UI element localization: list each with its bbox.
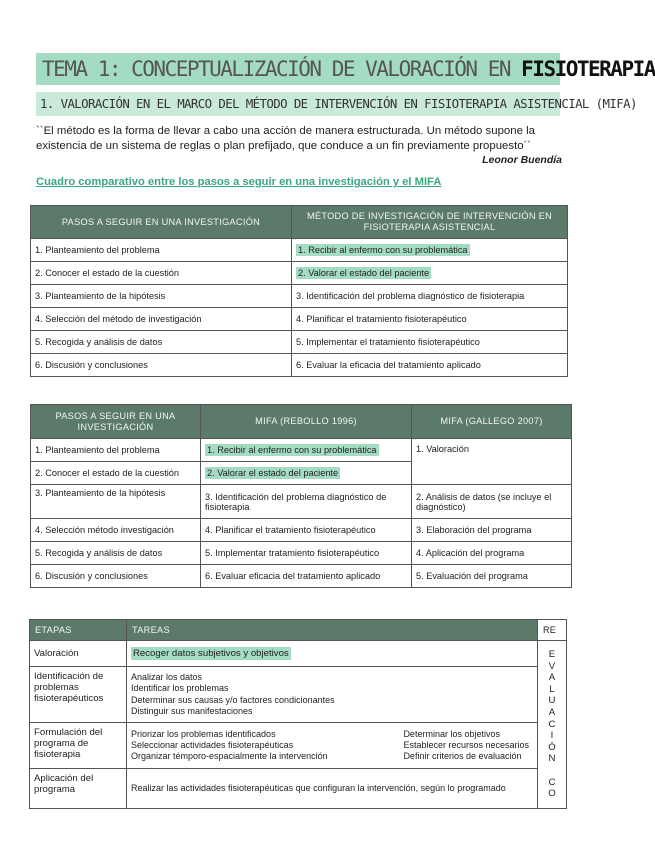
table-header: MIFA (GALLEGO 2007) <box>412 405 572 439</box>
revaluation-letter: L <box>549 683 555 695</box>
table-row <box>31 542 572 565</box>
table-row <box>31 354 568 377</box>
table-cell: 2. Conocer el estado de la cuestión <box>31 262 292 285</box>
table-cell: 3. Planteamiento de la hipótesis <box>31 285 292 308</box>
table-cell: 6. Discusión y conclusiones <box>31 565 201 588</box>
table-header: ETAPAS <box>30 620 127 641</box>
table-cell: 5. Implementar el tratamiento fisioterapéutico <box>292 331 568 354</box>
table-cell: 6. Evaluar la eficacia del tratamiento aplicado <box>292 354 568 377</box>
table-row <box>31 308 568 331</box>
table-cell: 3. Elaboración del programa <box>412 519 572 542</box>
title-main: TEMA 1: CONCEPTUALIZACIÓN DE VALORACIÓN EN <box>42 57 522 81</box>
stage-cell: Aplicación del programa <box>30 769 127 809</box>
table-cell <box>201 462 412 485</box>
table-cell: 4. Planificar el tratamiento fisioterapéutico <box>201 519 412 542</box>
quote-author: Leonor Buendía <box>482 154 562 166</box>
table-header-row <box>30 620 567 641</box>
highlighted-text: 1. Recibir al enfermo con su problemática <box>207 445 377 455</box>
table-cell: 2. Conocer el estado de la cuestión <box>31 462 201 485</box>
table-header-row <box>31 206 568 239</box>
revaluation-letter: Ó <box>548 741 556 753</box>
highlighted-text: 2. Valorar el estado del paciente <box>298 268 430 278</box>
revaluation-letter: O <box>548 788 556 800</box>
title-highlight: FISIOTERAPIA <box>521 57 655 81</box>
page-title <box>36 53 655 85</box>
task-item: Definir criterios de evaluación <box>403 751 522 762</box>
table-cell: 6. Evaluar eficacia del tratamiento aplicado <box>201 565 412 588</box>
table-cell: 1. Valoración <box>412 439 572 485</box>
table-row <box>31 485 572 519</box>
table-row <box>31 439 572 462</box>
revaluation-letter: E <box>548 649 556 660</box>
table-cell: 4. Selección del método de investigación <box>31 308 292 331</box>
task-column-right <box>403 729 533 763</box>
task-item: Identificar los problemas <box>131 683 229 694</box>
revaluation-letter: C <box>548 718 556 730</box>
revaluation-letter: C <box>548 776 556 788</box>
table-header: MIFA (REBOLLO 1996) <box>201 405 412 439</box>
table-row <box>31 565 572 588</box>
revaluation-column <box>538 641 567 809</box>
task-grid <box>131 729 533 763</box>
stages-table <box>29 619 567 809</box>
highlighted-text: 2. Valorar el estado del paciente <box>207 468 339 478</box>
table-cell <box>292 239 568 262</box>
revaluation-letter: A <box>548 706 556 718</box>
stage-cell: Formulación del programa de fisioterapia <box>30 723 127 769</box>
table-row <box>30 723 567 769</box>
table-cell <box>201 439 412 462</box>
task-item: Organizar témporo-espacialmente la intervención <box>131 751 328 762</box>
table-row <box>31 331 568 354</box>
table-header: PASOS A SEGUIR EN UNA INVESTIGACIÓN <box>31 206 292 239</box>
table-cell: 3. Identificación del problema diagnóstico de fisioterapia <box>292 285 568 308</box>
task-item: Establecer recursos necesarios <box>403 739 529 750</box>
table-cell: 3. Identificación del problema diagnóstico de fisioterapia <box>201 485 412 519</box>
table-row <box>30 769 567 809</box>
task-item: Determinar sus causas y/o factores condicionantes <box>131 694 335 705</box>
task-item: Priorizar los problemas identificados <box>131 728 276 739</box>
table-header: MÉTODO DE INVESTIGACIÓN DE INTERVENCIÓN EN FISIOTERAPIA ASISTENCIAL <box>292 206 568 239</box>
revaluation-letter <box>542 765 562 777</box>
table-cell: 6. Discusión y conclusiones <box>31 354 292 377</box>
task-item: Seleccionar actividades fisioterapéuticas <box>131 739 294 750</box>
table-cell: 2. Análisis de datos (se incluye el diagnóstico) <box>412 485 572 519</box>
table-header: TAREAS <box>127 620 538 641</box>
highlighted-text: Recoger datos subjetivos y objetivos <box>133 648 289 659</box>
task-column-left <box>131 729 328 763</box>
revaluation-letter: I <box>550 730 554 742</box>
table-cell <box>292 262 568 285</box>
tasks-cell: Realizar las actividades fisioterapéuticas que configuran la intervención, según lo programado <box>127 769 538 809</box>
comparison-link[interactable]: Cuadro comparativo entre los pasos a seguir en una investigación y el MIFA <box>36 176 442 188</box>
revaluation-letter: N <box>548 753 556 765</box>
revaluation-letter: U <box>548 695 556 707</box>
table-cell: 4. Aplicación del programa <box>412 542 572 565</box>
task-item: Analizar los datos <box>131 671 203 682</box>
table-row <box>31 285 568 308</box>
table-cell: 4. Selección método investigación <box>31 519 201 542</box>
table-header: PASOS A SEGUIR EN UNA INVESTIGACIÓN <box>31 405 201 439</box>
comparison-table-2 <box>30 404 572 588</box>
table-row <box>31 519 572 542</box>
quote-text: ``El método es la forma de llevar a cabo una acción de manera estructurada. Un método supone la existencia de un sistema de reglas o plan prefijado, que conduce a un fin previamente propuesto´´ <box>36 125 535 152</box>
tasks-cell <box>127 667 538 723</box>
revaluation-letter: A <box>548 672 556 684</box>
table-cell: 1. Planteamiento del problema <box>31 239 292 262</box>
tasks-cell <box>127 641 538 667</box>
tasks-cell <box>127 723 538 769</box>
comparison-table-1 <box>30 205 568 377</box>
table-row <box>31 239 568 262</box>
table-row <box>30 667 567 723</box>
table-row <box>30 641 567 667</box>
table-row <box>31 262 568 285</box>
table-header: RE <box>538 620 567 641</box>
table-header-row <box>31 405 572 439</box>
highlighted-text: 1. Recibir al enfermo con su problemática <box>298 245 468 255</box>
task-item: Distinguir sus manifestaciones <box>131 705 253 716</box>
table-cell: 1. Planteamiento del problema <box>31 439 201 462</box>
table-cell: 5. Evaluación del programa <box>412 565 572 588</box>
revaluation-letter: V <box>548 660 556 672</box>
table-cell: 5. Implementar tratamiento fisioterapéutico <box>201 542 412 565</box>
table-cell: 5. Recogida y análisis de datos <box>31 331 292 354</box>
task-item: Determinar los objetivos <box>403 728 500 739</box>
stage-cell: Identificación de problemas fisioterapéuticos <box>30 667 127 723</box>
table-cell: 3. Planteamiento de la hipótesis <box>31 485 201 519</box>
table-cell: 5. Recogida y análisis de datos <box>31 542 201 565</box>
stage-cell: Valoración <box>30 641 127 667</box>
table-cell: 4. Planificar el tratamiento fisioterapéutico <box>292 308 568 331</box>
section-subtitle: 1. VALORACIÓN EN EL MARCO DEL MÉTODO DE INTERVENCIÓN EN FISIOTERAPIA ASISTENCIAL (MIFA) <box>36 92 560 116</box>
